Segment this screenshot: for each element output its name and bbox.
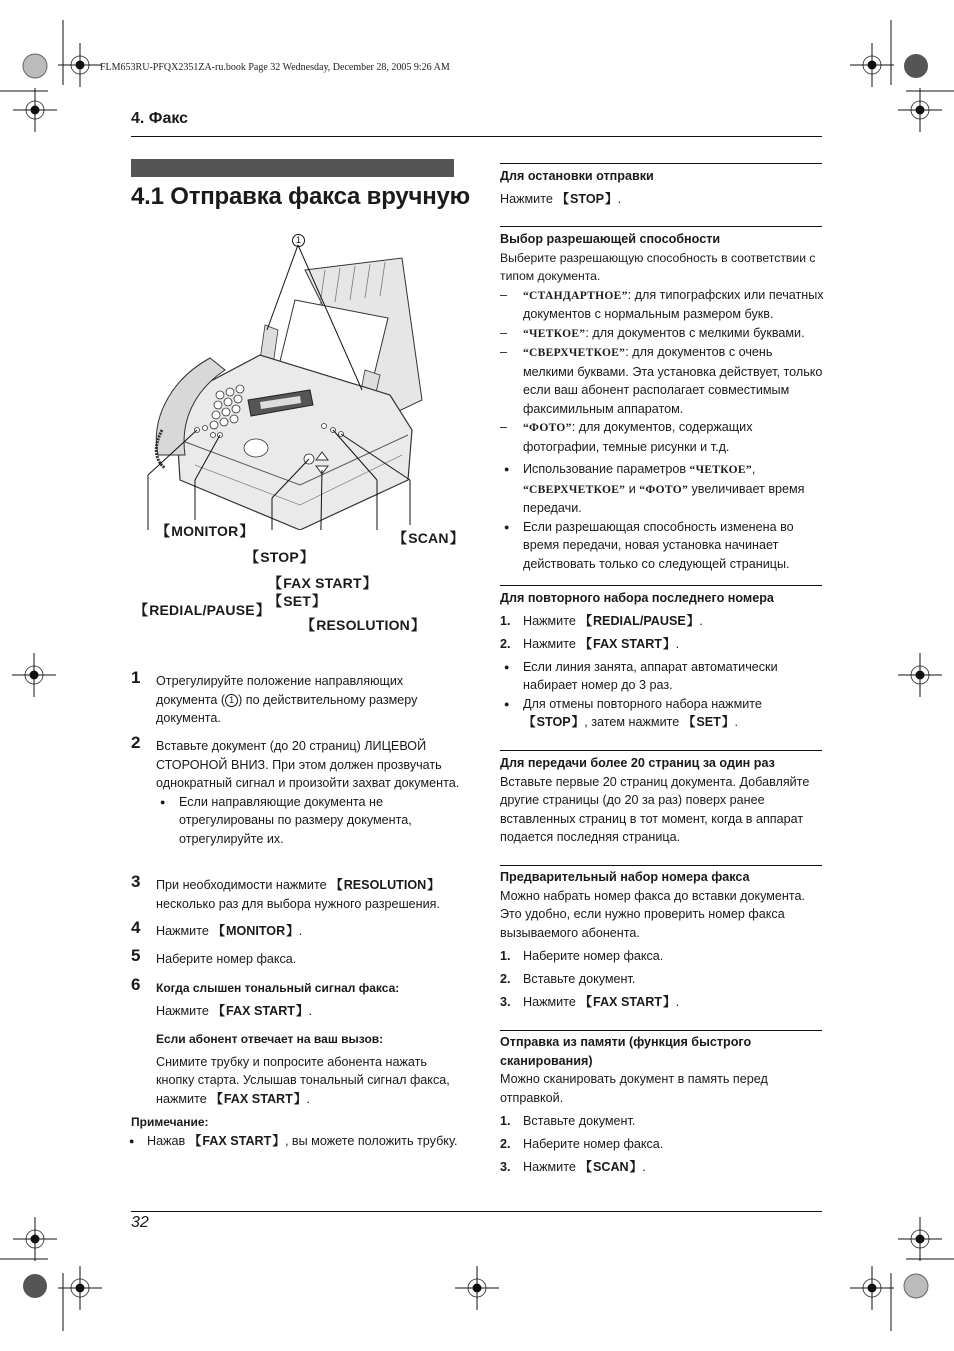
label-scan: 【 SCAN 】 [393, 528, 464, 548]
header-rule [131, 136, 822, 137]
section-redial: Для повторного набора последнего номера 1. Нажмите 【 REDIAL/PAUSE 】 . 2. Нажмите 【 FAX START 】 . ● Если линия занята, аппарат автоматически набирает номер до 3 раз. ● Для отмены повторного набора нажмите 【 STOP 】 , затем нажмите 【 SET 】 . [500, 589, 824, 732]
label-redial-pause: 【 REDIAL/PAUSE 】 [134, 600, 270, 620]
fax-start-key-ref: 【 FAX START 】 [212, 1004, 308, 1018]
label-resolution: 【 RESOLUTION 】 [301, 615, 425, 635]
note: Примечание: ● Нажав 【 FAX START 】 , вы можете положить трубку. [131, 1113, 461, 1150]
page-number: 32 [131, 1214, 149, 1231]
resolution-key-ref: 【 RESOLUTION 】 [330, 878, 440, 892]
label-monitor: 【 MONITOR 】 [156, 521, 254, 541]
section-predial: Предварительный набор номера факса Можно набрать номер факса до вставки документа. Это удобно, если нужно проверить номер факса вызываемого абонента. 1. Наберите номер факса. 2. Вставьте документ. 3. Нажмите 【 FAX START 】 . [500, 868, 824, 1011]
print-info: FLM653RU-PFQX2351ZA-ru.book Page 32 Wednesday, December 28, 2005 9:26 AM [100, 62, 450, 73]
chapter-heading: 4. Факс [131, 110, 189, 127]
monitor-key-ref: 【 MONITOR 】 [212, 924, 298, 938]
step-2-bullet: ● Если направляющие документа не отрегулированы по размеру документа, отрегулируйте их. [156, 793, 461, 849]
fax-machine-illustration [140, 230, 440, 530]
section-stop: Для остановки отправки Нажмите 【 STOP 】 . [500, 167, 824, 208]
label-set: 【 SET 】 [268, 591, 326, 611]
section-bar [131, 159, 454, 177]
callout-1-marker: 1 [292, 234, 305, 247]
footer-rule [131, 1211, 822, 1212]
color-target-icon [23, 54, 47, 78]
label-stop: 【 STOP 】 [245, 547, 314, 567]
section-memory-send: Отправка из памяти (функция быстрого сканирования) Можно сканировать документ в память перед отправкой. 1. Вставьте документ. 2. Наберите номер факса. 3. Нажмите 【 SCAN 】 . [500, 1033, 824, 1176]
section-resolution: Выбор разрешающей способности Выберите разрешающую способность в соответствии с типом документа. – “СТАНДАРТНОЕ”: для типографских или печатных документов с нормальным размером букв. – “ЧЕТКОЕ”: для документов с мелкими буквами. – “СВЕРХЧЕТКОЕ”: для документов с очень мелкими буквами. Эта установка действует, только если ваш абонент располагает совместимым факсимильным аппаратом. – “ФОТО”: для документов, содержащих фотографии, темные рисунки и т.д. ● Использование параметров “ЧЕТКОЕ”, “СВЕРХЧЕТКОЕ” и “ФОТО” увеличивает время передачи. ● Если разрешающая способность изменена во время передачи, новая установка начинает действовать только со следующей страницы. [500, 230, 824, 573]
section-more-than-20: Для передачи более 20 страниц за один раз Вставьте первые 20 страниц документа. Добавляйте другие страницы (до 20 за раз) поверх ранее вставленных страниц в тот момент, когда в аппарат подается последняя страница. [500, 756, 810, 844]
callout-1-ref: 1 [225, 694, 238, 707]
section-title: 4.1 Отправка факса вручную [131, 183, 470, 210]
label-fax-start: 【 FAX START 】 [268, 573, 377, 593]
